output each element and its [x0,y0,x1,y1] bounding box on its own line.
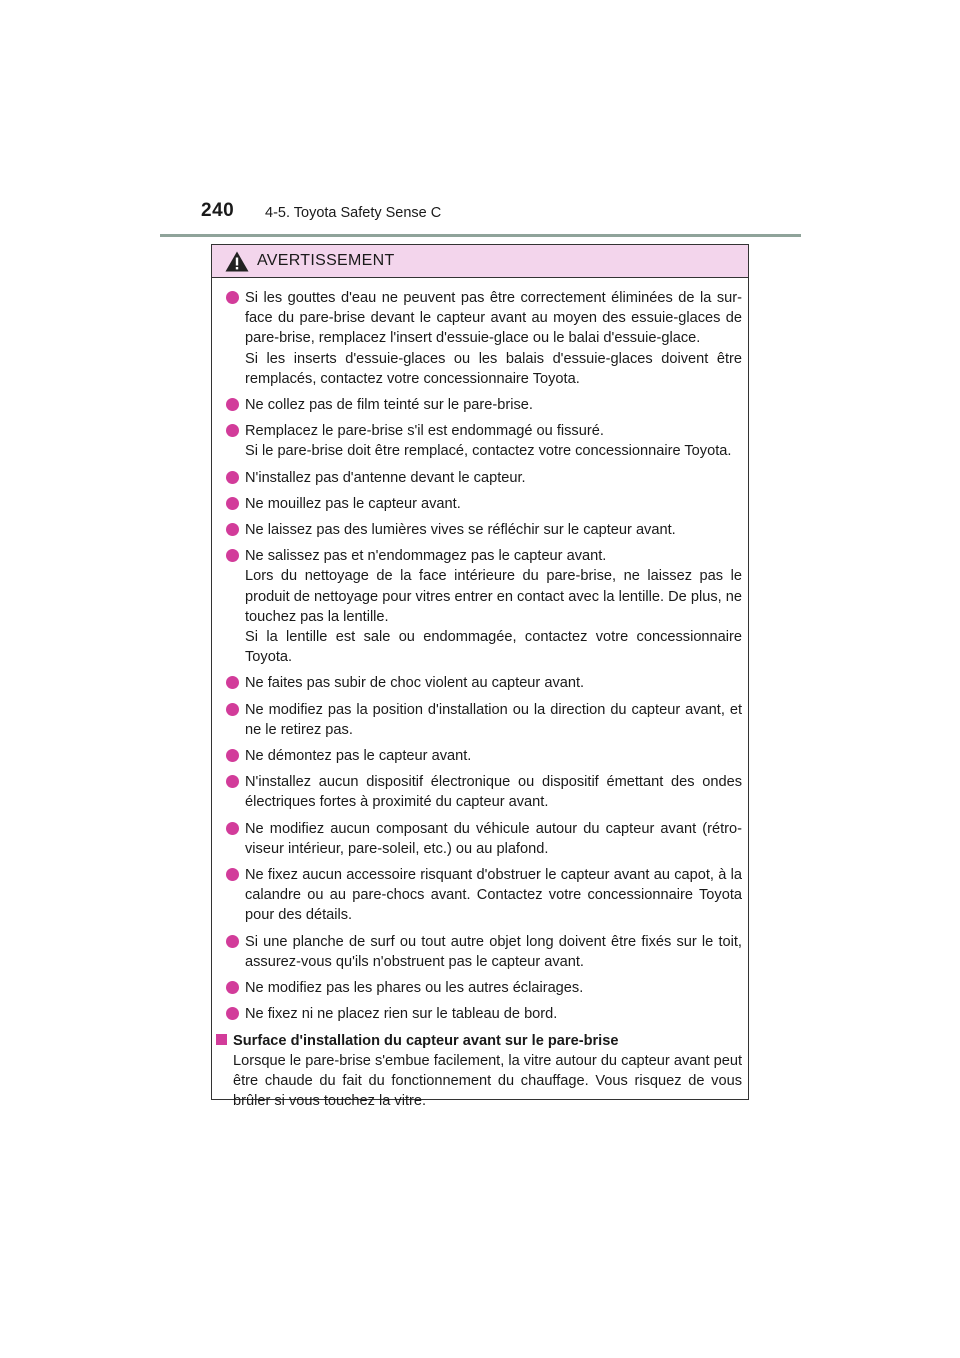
item-text [245,819,742,859]
warning-header [212,245,748,278]
bullet-icon [226,981,239,994]
item-paragraph: Ne collez pas de film teinté sur le pare-brise. [245,397,533,414]
list-item [216,700,742,740]
bullet-icon [226,935,239,948]
item-paragraph: Ne laissez pas des lumières vives se réfléchir sur le capteur avant. [245,522,676,539]
list-item [216,546,742,667]
item-paragraph: Ne salissez pas et n'endommagez pas le capteur avant. [245,548,607,565]
item-text [245,546,742,667]
bullet-icon [226,676,239,689]
list-item [216,673,742,693]
item-text [245,700,742,740]
item-paragraph: N'installez pas d'antenne devant le capteur. [245,469,526,486]
item-paragraph: Si les gouttes d'eau ne peuvent pas être correctement éliminées de la sur-face du pare-brise devant le capteur avant au moyen des essuie-glaces de pare-brise, remplacez l'insert d'essuie-glace ou le balai d'essuie-glace. [245,290,742,347]
bullet-icon [226,822,239,835]
bullet-icon [226,291,239,304]
warning-list [216,288,742,1025]
item-paragraph: Ne démontez pas le capteur avant. [245,748,472,765]
bullet-icon [226,1007,239,1020]
item-paragraph: Ne fixez aucun accessoire risquant d'obstruer le capteur avant au capot, à la calandre ou au pare-chocs avant. Contactez votre concessionnaire Toyota pour des détails. [245,867,742,924]
bullet-icon [226,471,239,484]
item-paragraph: Ne mouillez pas le capteur avant. [245,495,461,512]
item-text [245,494,742,514]
list-item [216,865,742,926]
list-item [216,494,742,514]
bullet-icon [226,868,239,881]
square-bullet-icon [216,1034,227,1045]
list-item [216,520,742,540]
list-item [216,468,742,488]
item-paragraph: Ne modifiez pas les phares ou les autres éclairages. [245,980,584,997]
warning-content [212,278,748,1111]
item-paragraph: Si une planche de surf ou tout autre objet long doivent être fixés sur le toit, assurez-vous qu'ils n'obstruent pas le capteur avant. [245,933,742,970]
item-paragraph: Si les inserts d'essuie-glaces ou les balais d'essuie-glaces doivent être remplacés, contactez votre concessionnaire Toyota. [245,350,742,387]
item-paragraph: Lors du nettoyage de la face intérieure du pare-brise, ne laissez pas le produit de nettoyage pour vitres entrer en contact avec la lentille. De plus, ne touchez pas la lentille. [245,568,742,625]
warning-triangle-icon [225,251,249,272]
bullet-icon [226,749,239,762]
item-text [245,1004,742,1024]
item-text [245,421,742,461]
list-item [216,395,742,415]
item-text [245,865,742,926]
bullet-icon [226,775,239,788]
list-item [216,1004,742,1024]
item-paragraph: Si la lentille est sale ou endommagée, contactez votre concessionnaire Toyota. [245,629,742,666]
list-item [216,746,742,766]
section-heading-row [216,1031,742,1051]
bullet-icon [226,549,239,562]
list-item [216,772,742,812]
item-text [245,468,742,488]
item-paragraph: N'installez aucun dispositif électronique ou dispositif émettant des ondes électriques fortes à proximité du capteur avant. [245,774,742,811]
item-paragraph: Ne modifiez pas la position d'installation ou la direction du capteur avant, et ne le retirez pas. [245,701,742,738]
page-number: 240 [201,200,235,221]
warning-title: AVERTISSEMENT [257,252,395,269]
list-item [216,978,742,998]
bullet-icon [226,398,239,411]
list-item [216,819,742,859]
item-text [245,772,742,812]
page-header [160,200,801,237]
item-paragraph: Ne fixez ni ne placez rien sur le tableau de bord. [245,1006,558,1023]
section-heading: Surface d'installation du capteur avant sur le pare-brise [233,1032,619,1049]
item-paragraph: Ne faites pas subir de choc violent au capteur avant. [245,675,585,692]
item-text [245,978,742,998]
item-text [245,932,742,972]
item-text [245,288,742,389]
item-paragraph: Ne modifiez aucun composant du véhicule autour du capteur avant (rétro-viseur intérieur, pare-soleil, etc.) ou au plafond. [245,820,742,857]
item-text [245,520,742,540]
list-item [216,421,742,461]
bullet-icon [226,497,239,510]
item-text [245,746,742,766]
list-item [216,288,742,389]
warning-box [211,244,749,1109]
section-title: 4-5. Toyota Safety Sense C [265,205,442,221]
section-body: Lorsque le pare-brise s'embue facilement, la vitre autour du capteur avant peut être chaude du fait du fonctionnement du chauffage. Vous risquez de vous brûler si vous touchez la vitre. [233,1052,742,1109]
item-text [245,673,742,693]
list-item [216,932,742,972]
bullet-icon [226,424,239,437]
item-text [245,395,742,415]
bullet-icon [226,523,239,536]
bullet-icon [226,703,239,716]
item-paragraph: Si le pare-brise doit être remplacé, contactez votre concessionnaire Toyota. [245,443,732,460]
item-paragraph: Remplacez le pare-brise s'il est endommagé ou fissuré. [245,423,604,440]
